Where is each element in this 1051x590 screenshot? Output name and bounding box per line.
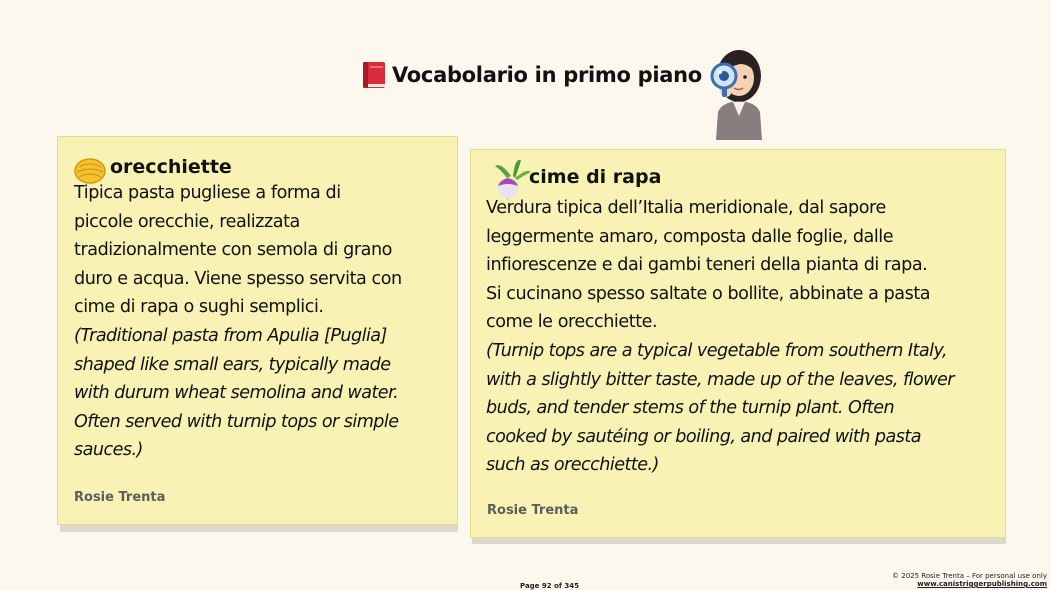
vocab-term: orecchiette [110, 156, 232, 178]
text-line: (Turnip tops are a typical vegetable from southern Italy, [486, 341, 947, 361]
text-line: such as orecchiette.) [486, 455, 659, 476]
text-line: Tipica pasta pugliese a forma di [74, 183, 341, 203]
vocab-card [57, 136, 458, 525]
page-number: Page 92 of 345 [520, 582, 579, 590]
text-line: cooked by sautéing or boiling, and paired with pasta [486, 426, 921, 447]
english-translation [486, 337, 1006, 480]
text-line: come le orecchiette. [486, 312, 658, 333]
note-shadow [60, 524, 458, 532]
publisher-link[interactable]: www.canistriggerpublishing.com [917, 580, 1047, 588]
text-line: with durum wheat semolina and water. [74, 383, 399, 404]
card-author: Rosie Trenta [487, 503, 579, 518]
copyright-text: © 2025 Rosie Trenta – For personal use only [892, 572, 1047, 580]
page-header [0, 44, 1051, 134]
copyright-notice [892, 572, 1047, 588]
text-line: infiorescenze e dai gambi teneri della pianta di rapa. [486, 255, 928, 276]
vocab-card [470, 149, 1006, 538]
text-line: cime di rapa o sughi semplici. [74, 297, 324, 318]
italian-definition [74, 179, 454, 322]
text-line: duro e acqua. Viene spesso servita con [74, 268, 402, 289]
card-author: Rosie Trenta [74, 490, 166, 505]
text-line: Verdura tipica dell’Italia meridionale, dal sapore [486, 198, 886, 218]
text-line: leggermente amaro, composta dalle foglie, dalle [486, 226, 894, 247]
italian-definition [486, 194, 1006, 337]
title-row [360, 58, 702, 92]
detective-magnifier-icon [706, 46, 768, 140]
text-line: with a slightly bitter taste, made up of the leaves, flower [486, 369, 954, 390]
text-line: Often served with turnip tops or simple [74, 411, 399, 432]
text-line: Si cucinano spesso saltate o bollite, abbinate a pasta [486, 283, 931, 304]
text-line: piccole orecchie, realizzata [74, 211, 300, 232]
text-line: (Traditional pasta from Apulia [Puglia] [74, 326, 387, 346]
page-title: Vocabolario in primo piano [392, 63, 702, 87]
book-icon [360, 60, 388, 90]
text-line: shaped like small ears, typically made [74, 354, 391, 375]
vocab-term: cime di rapa [529, 166, 662, 188]
english-translation [74, 322, 454, 465]
text-line: tradizionalmente con semola di grano [74, 240, 392, 261]
text-line: sauces.) [74, 440, 143, 461]
text-line: buds, and tender stems of the turnip plant. Often [486, 398, 895, 419]
